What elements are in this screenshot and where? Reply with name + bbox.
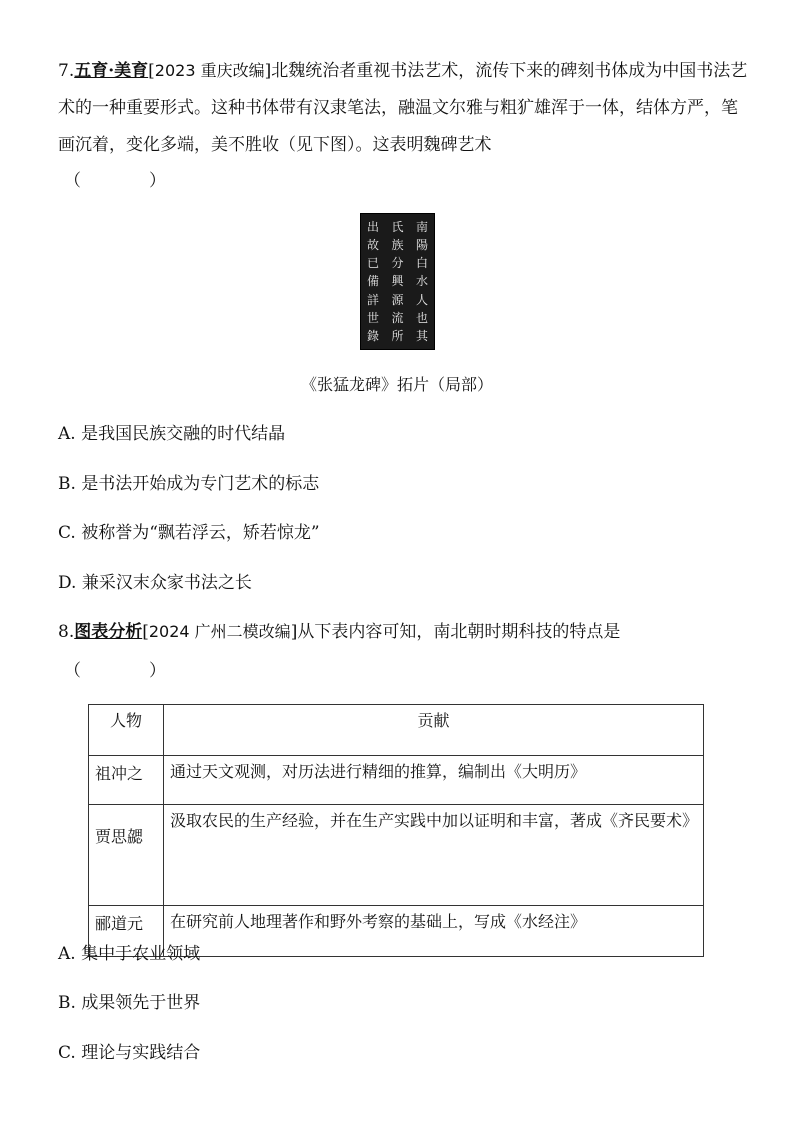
table-header-row [89,705,704,756]
stele-character: 流 [391,310,404,325]
table-cell-person: 贾思勰 [89,805,164,906]
question-7-tag: 五育·美育 [74,61,149,81]
question-8-text: 从下表内容可知，南北朝时期科技的特点是 [297,622,621,642]
stele-character: 興 [391,274,404,289]
stele-character: 水 [415,274,428,289]
option-label: A. [58,424,76,444]
question-7-option-c[interactable] [58,521,320,545]
question-8-option-b[interactable] [58,991,200,1015]
question-8-stem: 8.图表分析[2024 广州二模改编]从下表内容可知，南北朝时期科技的特点是 [58,622,621,642]
stele-character: 已 [366,256,379,271]
stele-column [391,220,405,343]
option-label: D. [58,573,77,593]
stele-rubbing-image [360,213,435,350]
stele-character: 氏 [391,220,404,234]
option-label: B. [58,993,76,1013]
question-7-option-a[interactable] [58,422,285,446]
figure-caption: 《张猛龙碑》拓片（局部） [300,375,493,394]
stele-character: 備 [366,274,379,289]
table-header-person: 人物 [89,705,164,756]
question-8-answer-blank: （ ） [64,661,166,681]
question-8-source: 2024 广州二模改编 [148,622,291,641]
question-8-option-c[interactable] [58,1041,200,1065]
option-text: 理论与实践结合 [81,1043,201,1063]
contributions-table [88,704,704,957]
question-7-number: 7. [58,61,75,81]
option-text: 被称誉为“飘若浮云，矫若惊龙” [81,523,320,543]
option-label: B. [58,474,76,494]
stele-column [366,220,380,343]
stele-column [415,220,429,343]
table-cell-contribution: 通过天文观测，对历法进行精细的推算，编制出《大明历》 [164,756,704,805]
option-text: 成果领先于世界 [81,993,201,1013]
stele-character: 南 [415,220,428,234]
stele-character: 錄 [366,328,379,343]
table-header-contribution: 贡献 [164,705,704,756]
question-8-tag: 图表分析 [74,622,143,642]
option-text: 兼采汉末众家书法之长 [81,573,252,593]
option-text: 是书法开始成为专门艺术的标志 [81,474,320,494]
stele-character: 族 [391,238,404,253]
option-text: 是我国民族交融的时代结晶 [81,424,286,444]
table-cell-contribution: 在研究前人地理著作和野外考察的基础上，写成《水经注》 [164,906,704,957]
stele-character: 詳 [366,292,379,307]
question-8-option-a[interactable] [58,942,200,966]
question-8-number: 8. [58,622,75,642]
table-cell-person: 郦道元 [89,906,164,957]
table-cell-person: 祖冲之 [89,756,164,805]
question-7-stem: 7.五育·美育[2023 重庆改编]北魏统治者重视书法艺术，流传下来的碑刻书体成为中国书法艺术的一种重要形式。这种书体带有汉隶笔法，融温文尔雅与粗犷雄浑于一体，结体方严，笔画沉着，变化多端，美不胜收（见下图）。这表明魏碑艺术 [58,61,748,155]
table-row [89,756,704,805]
stele-character: 所 [391,328,404,343]
stele-character: 也 [415,310,428,325]
question-7-source: 2023 重庆改编 [154,61,265,80]
question-7-text: 北魏统治者重视书法艺术，流传下来的碑刻书体成为中国书法艺术的一种重要形式。这种书体带有汉隶笔法，融温文尔雅与粗犷雄浑于一体，结体方严，笔画沉着，变化多端，美不胜收（见下图）。这表明魏碑艺术 [58,61,748,155]
table-cell-contribution: 汲取农民的生产经验，并在生产实践中加以证明和丰富，著成《齐民要术》 [164,805,704,906]
stele-character: 出 [366,220,379,234]
option-label: C. [58,1043,76,1063]
stele-character: 分 [391,256,404,271]
stele-character: 人 [415,292,428,307]
question-7-option-d[interactable] [58,571,252,595]
stele-columns [366,220,429,343]
stele-character: 源 [391,292,404,307]
table-row [89,805,704,906]
stele-character: 世 [366,310,379,325]
option-text: 集中于农业领域 [81,944,201,964]
question-7-option-b[interactable] [58,472,319,496]
stele-character: 其 [415,328,428,343]
stele-character: 陽 [415,238,428,253]
stele-character: 故 [366,238,379,253]
option-label: C. [58,523,76,543]
option-label: A. [58,944,76,964]
stele-character: 白 [415,256,428,271]
question-7-answer-blank: （ ） [64,171,166,191]
